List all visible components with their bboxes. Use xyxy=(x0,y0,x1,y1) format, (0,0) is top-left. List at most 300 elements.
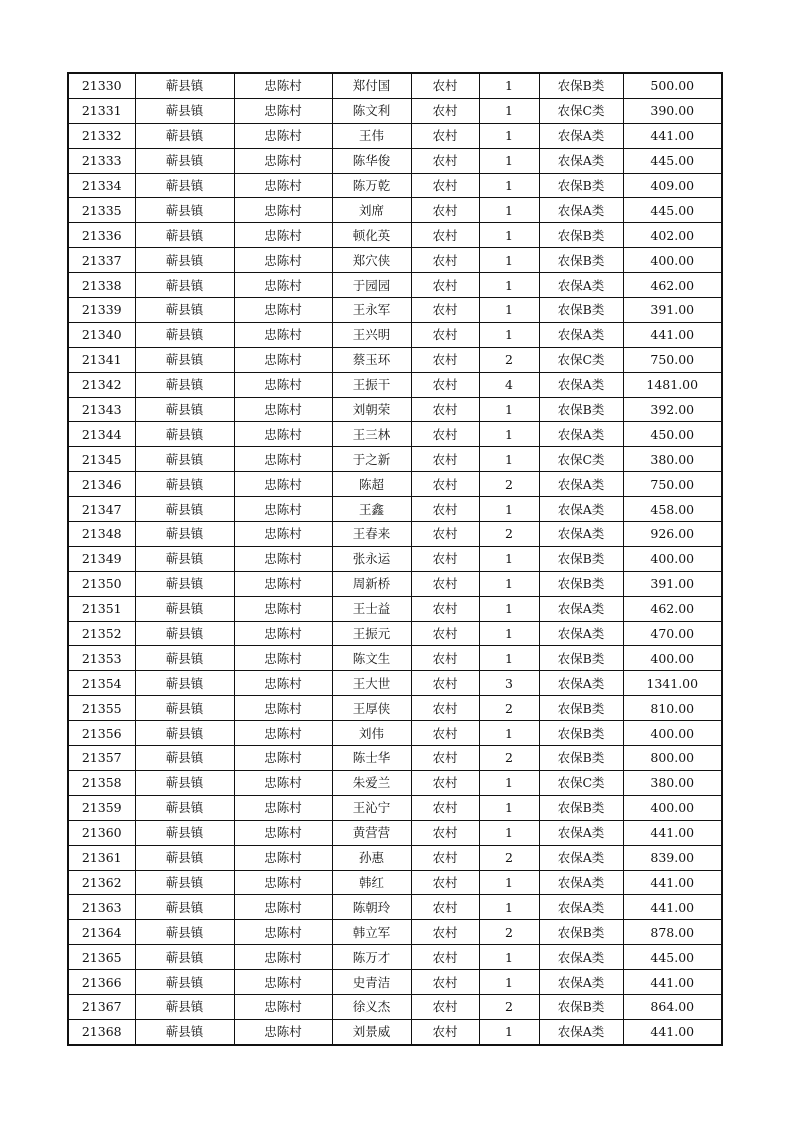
amount-cell: 391.00 xyxy=(623,571,722,596)
village-cell: 忠陈村 xyxy=(234,746,332,771)
category-cell: 农保A类 xyxy=(539,372,623,397)
category-cell: 农保A类 xyxy=(539,198,623,223)
amount-cell: 750.00 xyxy=(623,472,722,497)
town-cell: 蕲县镇 xyxy=(135,970,234,995)
household-type-cell: 农村 xyxy=(411,671,479,696)
amount-cell: 500.00 xyxy=(623,73,722,98)
household-type-cell: 农村 xyxy=(411,845,479,870)
table-row xyxy=(68,546,722,571)
village-cell: 忠陈村 xyxy=(234,522,332,547)
name-cell: 史青洁 xyxy=(332,970,411,995)
household-type-cell: 农村 xyxy=(411,447,479,472)
category-cell: 农保C类 xyxy=(539,770,623,795)
record-id-cell: 21365 xyxy=(68,945,135,970)
category-cell: 农保A类 xyxy=(539,621,623,646)
name-cell: 王振干 xyxy=(332,372,411,397)
member-count-cell: 1 xyxy=(479,123,539,148)
member-count-cell: 3 xyxy=(479,671,539,696)
category-cell: 农保A类 xyxy=(539,870,623,895)
town-cell: 蕲县镇 xyxy=(135,895,234,920)
amount-cell: 839.00 xyxy=(623,845,722,870)
village-cell: 忠陈村 xyxy=(234,447,332,472)
table-row xyxy=(68,123,722,148)
name-cell: 王振元 xyxy=(332,621,411,646)
member-count-cell: 1 xyxy=(479,447,539,472)
record-id-cell: 21352 xyxy=(68,621,135,646)
household-type-cell: 农村 xyxy=(411,571,479,596)
member-count-cell: 1 xyxy=(479,98,539,123)
category-cell: 农保A类 xyxy=(539,845,623,870)
town-cell: 蕲县镇 xyxy=(135,173,234,198)
category-cell: 农保B类 xyxy=(539,646,623,671)
category-cell: 农保A类 xyxy=(539,422,623,447)
household-type-cell: 农村 xyxy=(411,970,479,995)
village-cell: 忠陈村 xyxy=(234,472,332,497)
category-cell: 农保B类 xyxy=(539,994,623,1019)
household-type-cell: 农村 xyxy=(411,397,479,422)
category-cell: 农保A类 xyxy=(539,123,623,148)
amount-cell: 470.00 xyxy=(623,621,722,646)
member-count-cell: 1 xyxy=(479,497,539,522)
category-cell: 农保B类 xyxy=(539,920,623,945)
member-count-cell: 1 xyxy=(479,820,539,845)
amount-cell: 402.00 xyxy=(623,223,722,248)
amount-cell: 441.00 xyxy=(623,895,722,920)
village-cell: 忠陈村 xyxy=(234,98,332,123)
town-cell: 蕲县镇 xyxy=(135,497,234,522)
town-cell: 蕲县镇 xyxy=(135,123,234,148)
table-row xyxy=(68,696,722,721)
village-cell: 忠陈村 xyxy=(234,970,332,995)
household-type-cell: 农村 xyxy=(411,98,479,123)
name-cell: 刘景威 xyxy=(332,1019,411,1044)
category-cell: 农保B类 xyxy=(539,298,623,323)
member-count-cell: 1 xyxy=(479,1019,539,1044)
record-id-cell: 21359 xyxy=(68,795,135,820)
village-cell: 忠陈村 xyxy=(234,546,332,571)
member-count-cell: 1 xyxy=(479,298,539,323)
village-cell: 忠陈村 xyxy=(234,397,332,422)
amount-cell: 441.00 xyxy=(623,870,722,895)
household-type-cell: 农村 xyxy=(411,198,479,223)
town-cell: 蕲县镇 xyxy=(135,795,234,820)
town-cell: 蕲县镇 xyxy=(135,98,234,123)
record-id-cell: 21358 xyxy=(68,770,135,795)
record-id-cell: 21346 xyxy=(68,472,135,497)
household-type-cell: 农村 xyxy=(411,770,479,795)
village-cell: 忠陈村 xyxy=(234,621,332,646)
record-id-cell: 21342 xyxy=(68,372,135,397)
category-cell: 农保B类 xyxy=(539,721,623,746)
town-cell: 蕲县镇 xyxy=(135,73,234,98)
amount-cell: 445.00 xyxy=(623,148,722,173)
household-type-cell: 农村 xyxy=(411,696,479,721)
table-row xyxy=(68,596,722,621)
town-cell: 蕲县镇 xyxy=(135,945,234,970)
amount-cell: 441.00 xyxy=(623,123,722,148)
member-count-cell: 1 xyxy=(479,945,539,970)
table-row xyxy=(68,770,722,795)
category-cell: 农保A类 xyxy=(539,472,623,497)
category-cell: 农保A类 xyxy=(539,497,623,522)
village-cell: 忠陈村 xyxy=(234,497,332,522)
village-cell: 忠陈村 xyxy=(234,298,332,323)
village-cell: 忠陈村 xyxy=(234,646,332,671)
household-type-cell: 农村 xyxy=(411,497,479,522)
record-id-cell: 21348 xyxy=(68,522,135,547)
amount-cell: 400.00 xyxy=(623,646,722,671)
amount-cell: 926.00 xyxy=(623,522,722,547)
town-cell: 蕲县镇 xyxy=(135,920,234,945)
name-cell: 朱爱兰 xyxy=(332,770,411,795)
table-row xyxy=(68,298,722,323)
table-row xyxy=(68,322,722,347)
amount-cell: 392.00 xyxy=(623,397,722,422)
table-row xyxy=(68,970,722,995)
category-cell: 农保B类 xyxy=(539,173,623,198)
village-cell: 忠陈村 xyxy=(234,123,332,148)
table-row xyxy=(68,73,722,98)
name-cell: 于之新 xyxy=(332,447,411,472)
table-body xyxy=(68,73,722,1045)
category-cell: 农保A类 xyxy=(539,322,623,347)
member-count-cell: 1 xyxy=(479,223,539,248)
household-type-cell: 农村 xyxy=(411,472,479,497)
town-cell: 蕲县镇 xyxy=(135,696,234,721)
member-count-cell: 1 xyxy=(479,273,539,298)
member-count-cell: 1 xyxy=(479,198,539,223)
town-cell: 蕲县镇 xyxy=(135,621,234,646)
table-row xyxy=(68,497,722,522)
household-type-cell: 农村 xyxy=(411,994,479,1019)
record-id-cell: 21350 xyxy=(68,571,135,596)
subsidy-table xyxy=(67,72,723,1046)
household-type-cell: 农村 xyxy=(411,273,479,298)
record-id-cell: 21361 xyxy=(68,845,135,870)
town-cell: 蕲县镇 xyxy=(135,596,234,621)
town-cell: 蕲县镇 xyxy=(135,248,234,273)
town-cell: 蕲县镇 xyxy=(135,447,234,472)
household-type-cell: 农村 xyxy=(411,372,479,397)
table-row xyxy=(68,1019,722,1044)
record-id-cell: 21356 xyxy=(68,721,135,746)
village-cell: 忠陈村 xyxy=(234,372,332,397)
village-cell: 忠陈村 xyxy=(234,422,332,447)
record-id-cell: 21335 xyxy=(68,198,135,223)
table-row xyxy=(68,920,722,945)
name-cell: 韩红 xyxy=(332,870,411,895)
household-type-cell: 农村 xyxy=(411,422,479,447)
category-cell: 农保B类 xyxy=(539,397,623,422)
record-id-cell: 21338 xyxy=(68,273,135,298)
name-cell: 徐义杰 xyxy=(332,994,411,1019)
member-count-cell: 1 xyxy=(479,721,539,746)
town-cell: 蕲县镇 xyxy=(135,746,234,771)
village-cell: 忠陈村 xyxy=(234,945,332,970)
household-type-cell: 农村 xyxy=(411,721,479,746)
household-type-cell: 农村 xyxy=(411,546,479,571)
name-cell: 王鑫 xyxy=(332,497,411,522)
category-cell: 农保A类 xyxy=(539,945,623,970)
name-cell: 于园园 xyxy=(332,273,411,298)
record-id-cell: 21357 xyxy=(68,746,135,771)
table-row xyxy=(68,646,722,671)
town-cell: 蕲县镇 xyxy=(135,522,234,547)
amount-cell: 445.00 xyxy=(623,198,722,223)
category-cell: 农保A类 xyxy=(539,1019,623,1044)
amount-cell: 409.00 xyxy=(623,173,722,198)
village-cell: 忠陈村 xyxy=(234,596,332,621)
name-cell: 周新桥 xyxy=(332,571,411,596)
name-cell: 陈文生 xyxy=(332,646,411,671)
table-row xyxy=(68,173,722,198)
town-cell: 蕲县镇 xyxy=(135,671,234,696)
amount-cell: 458.00 xyxy=(623,497,722,522)
household-type-cell: 农村 xyxy=(411,298,479,323)
category-cell: 农保A类 xyxy=(539,970,623,995)
record-id-cell: 21341 xyxy=(68,347,135,372)
record-id-cell: 21363 xyxy=(68,895,135,920)
village-cell: 忠陈村 xyxy=(234,795,332,820)
town-cell: 蕲县镇 xyxy=(135,223,234,248)
member-count-cell: 1 xyxy=(479,422,539,447)
record-id-cell: 21337 xyxy=(68,248,135,273)
table-row xyxy=(68,422,722,447)
village-cell: 忠陈村 xyxy=(234,721,332,746)
village-cell: 忠陈村 xyxy=(234,895,332,920)
category-cell: 农保C类 xyxy=(539,347,623,372)
amount-cell: 441.00 xyxy=(623,970,722,995)
table-row xyxy=(68,198,722,223)
member-count-cell: 2 xyxy=(479,845,539,870)
record-id-cell: 21340 xyxy=(68,322,135,347)
category-cell: 农保A类 xyxy=(539,596,623,621)
household-type-cell: 农村 xyxy=(411,223,479,248)
record-id-cell: 21349 xyxy=(68,546,135,571)
town-cell: 蕲县镇 xyxy=(135,994,234,1019)
name-cell: 王大世 xyxy=(332,671,411,696)
household-type-cell: 农村 xyxy=(411,173,479,198)
record-id-cell: 21331 xyxy=(68,98,135,123)
name-cell: 王春来 xyxy=(332,522,411,547)
amount-cell: 380.00 xyxy=(623,447,722,472)
member-count-cell: 1 xyxy=(479,870,539,895)
household-type-cell: 农村 xyxy=(411,621,479,646)
village-cell: 忠陈村 xyxy=(234,322,332,347)
town-cell: 蕲县镇 xyxy=(135,870,234,895)
member-count-cell: 1 xyxy=(479,770,539,795)
table-row xyxy=(68,223,722,248)
member-count-cell: 2 xyxy=(479,696,539,721)
household-type-cell: 农村 xyxy=(411,870,479,895)
record-id-cell: 21333 xyxy=(68,148,135,173)
village-cell: 忠陈村 xyxy=(234,347,332,372)
village-cell: 忠陈村 xyxy=(234,994,332,1019)
town-cell: 蕲县镇 xyxy=(135,273,234,298)
member-count-cell: 1 xyxy=(479,895,539,920)
town-cell: 蕲县镇 xyxy=(135,571,234,596)
name-cell: 刘席 xyxy=(332,198,411,223)
name-cell: 郑穴侠 xyxy=(332,248,411,273)
amount-cell: 462.00 xyxy=(623,596,722,621)
record-id-cell: 21332 xyxy=(68,123,135,148)
table-row xyxy=(68,372,722,397)
amount-cell: 441.00 xyxy=(623,1019,722,1044)
household-type-cell: 农村 xyxy=(411,522,479,547)
record-id-cell: 21364 xyxy=(68,920,135,945)
household-type-cell: 农村 xyxy=(411,945,479,970)
amount-cell: 390.00 xyxy=(623,98,722,123)
town-cell: 蕲县镇 xyxy=(135,347,234,372)
record-id-cell: 21367 xyxy=(68,994,135,1019)
table-row xyxy=(68,397,722,422)
name-cell: 刘伟 xyxy=(332,721,411,746)
amount-cell: 1341.00 xyxy=(623,671,722,696)
village-cell: 忠陈村 xyxy=(234,273,332,298)
name-cell: 陈万才 xyxy=(332,945,411,970)
town-cell: 蕲县镇 xyxy=(135,845,234,870)
amount-cell: 400.00 xyxy=(623,721,722,746)
category-cell: 农保B类 xyxy=(539,746,623,771)
town-cell: 蕲县镇 xyxy=(135,820,234,845)
record-id-cell: 21345 xyxy=(68,447,135,472)
table-row xyxy=(68,621,722,646)
table-row xyxy=(68,994,722,1019)
town-cell: 蕲县镇 xyxy=(135,1019,234,1044)
household-type-cell: 农村 xyxy=(411,1019,479,1044)
table-row xyxy=(68,347,722,372)
member-count-cell: 1 xyxy=(479,596,539,621)
record-id-cell: 21339 xyxy=(68,298,135,323)
name-cell: 黄营营 xyxy=(332,820,411,845)
village-cell: 忠陈村 xyxy=(234,198,332,223)
village-cell: 忠陈村 xyxy=(234,770,332,795)
village-cell: 忠陈村 xyxy=(234,696,332,721)
town-cell: 蕲县镇 xyxy=(135,770,234,795)
household-type-cell: 农村 xyxy=(411,820,479,845)
member-count-cell: 1 xyxy=(479,571,539,596)
amount-cell: 400.00 xyxy=(623,248,722,273)
village-cell: 忠陈村 xyxy=(234,920,332,945)
record-id-cell: 21366 xyxy=(68,970,135,995)
amount-cell: 400.00 xyxy=(623,795,722,820)
village-cell: 忠陈村 xyxy=(234,173,332,198)
record-id-cell: 21360 xyxy=(68,820,135,845)
member-count-cell: 1 xyxy=(479,397,539,422)
amount-cell: 391.00 xyxy=(623,298,722,323)
name-cell: 王伟 xyxy=(332,123,411,148)
member-count-cell: 2 xyxy=(479,746,539,771)
amount-cell: 1481.00 xyxy=(623,372,722,397)
name-cell: 韩立军 xyxy=(332,920,411,945)
village-cell: 忠陈村 xyxy=(234,571,332,596)
member-count-cell: 1 xyxy=(479,646,539,671)
town-cell: 蕲县镇 xyxy=(135,298,234,323)
member-count-cell: 2 xyxy=(479,347,539,372)
category-cell: 农保C类 xyxy=(539,98,623,123)
member-count-cell: 1 xyxy=(479,322,539,347)
category-cell: 农保A类 xyxy=(539,820,623,845)
name-cell: 陈士华 xyxy=(332,746,411,771)
table-row xyxy=(68,273,722,298)
record-id-cell: 21351 xyxy=(68,596,135,621)
name-cell: 王三林 xyxy=(332,422,411,447)
record-id-cell: 21330 xyxy=(68,73,135,98)
member-count-cell: 1 xyxy=(479,546,539,571)
name-cell: 陈朝玲 xyxy=(332,895,411,920)
table-row xyxy=(68,472,722,497)
name-cell: 王永军 xyxy=(332,298,411,323)
name-cell: 郑付国 xyxy=(332,73,411,98)
household-type-cell: 农村 xyxy=(411,123,479,148)
village-cell: 忠陈村 xyxy=(234,870,332,895)
member-count-cell: 1 xyxy=(479,795,539,820)
name-cell: 王兴明 xyxy=(332,322,411,347)
member-count-cell: 2 xyxy=(479,472,539,497)
household-type-cell: 农村 xyxy=(411,347,479,372)
household-type-cell: 农村 xyxy=(411,646,479,671)
table-row xyxy=(68,746,722,771)
name-cell: 陈文利 xyxy=(332,98,411,123)
table-row xyxy=(68,98,722,123)
table-row xyxy=(68,571,722,596)
town-cell: 蕲县镇 xyxy=(135,422,234,447)
category-cell: 农保B类 xyxy=(539,248,623,273)
category-cell: 农保B类 xyxy=(539,696,623,721)
member-count-cell: 1 xyxy=(479,248,539,273)
member-count-cell: 2 xyxy=(479,994,539,1019)
amount-cell: 441.00 xyxy=(623,820,722,845)
name-cell: 刘朝荣 xyxy=(332,397,411,422)
amount-cell: 750.00 xyxy=(623,347,722,372)
name-cell: 王沁宁 xyxy=(332,795,411,820)
name-cell: 陈超 xyxy=(332,472,411,497)
category-cell: 农保A类 xyxy=(539,273,623,298)
member-count-cell: 2 xyxy=(479,522,539,547)
record-id-cell: 21344 xyxy=(68,422,135,447)
record-id-cell: 21343 xyxy=(68,397,135,422)
household-type-cell: 农村 xyxy=(411,596,479,621)
table-row xyxy=(68,248,722,273)
amount-cell: 810.00 xyxy=(623,696,722,721)
village-cell: 忠陈村 xyxy=(234,73,332,98)
name-cell: 张永运 xyxy=(332,546,411,571)
household-type-cell: 农村 xyxy=(411,795,479,820)
record-id-cell: 21334 xyxy=(68,173,135,198)
member-count-cell: 1 xyxy=(479,148,539,173)
household-type-cell: 农村 xyxy=(411,920,479,945)
town-cell: 蕲县镇 xyxy=(135,148,234,173)
amount-cell: 400.00 xyxy=(623,546,722,571)
amount-cell: 878.00 xyxy=(623,920,722,945)
category-cell: 农保A类 xyxy=(539,522,623,547)
town-cell: 蕲县镇 xyxy=(135,721,234,746)
town-cell: 蕲县镇 xyxy=(135,198,234,223)
name-cell: 陈华俊 xyxy=(332,148,411,173)
table-row xyxy=(68,945,722,970)
category-cell: 农保B类 xyxy=(539,223,623,248)
record-id-cell: 21336 xyxy=(68,223,135,248)
village-cell: 忠陈村 xyxy=(234,148,332,173)
category-cell: 农保A类 xyxy=(539,148,623,173)
amount-cell: 462.00 xyxy=(623,273,722,298)
member-count-cell: 1 xyxy=(479,970,539,995)
village-cell: 忠陈村 xyxy=(234,248,332,273)
table-row xyxy=(68,447,722,472)
amount-cell: 380.00 xyxy=(623,770,722,795)
name-cell: 蔡玉环 xyxy=(332,347,411,372)
table-row xyxy=(68,895,722,920)
